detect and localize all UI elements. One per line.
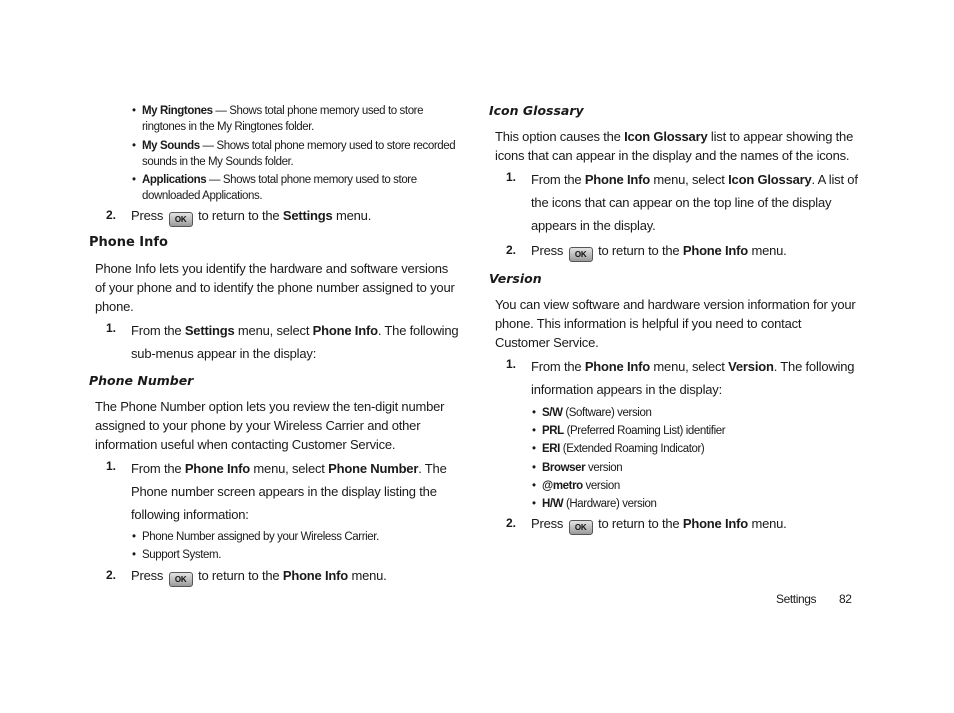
ok-key-icon: OK xyxy=(169,572,193,587)
subsection-heading-phone-number: Phone Number xyxy=(89,373,194,388)
step-text: Press OK to return to the Phone Info menu. xyxy=(131,566,387,587)
phone-number-step-1: From the Phone Info menu, select Phone Number. The Phone number screen appears in the display listing the following information: xyxy=(131,461,447,522)
page-number: 82 xyxy=(839,592,852,606)
icon-glossary-step-1: From the Phone Info menu, select Icon Glossary. A list of the icons that can appear on the top line of the display appears in the display. xyxy=(531,172,858,233)
phone-info-step-1: From the Settings menu, select Phone Info. The following sub-menus appear in the display: xyxy=(131,323,459,361)
version-paragraph: You can view software and hardware version information for your phone. This information is helpful if you need to contact Customer Service. xyxy=(495,297,856,350)
icon-glossary-paragraph: This option causes the Icon Glossary list to appear showing the icons that can appear in the display and the names of the icons. xyxy=(495,129,854,163)
step-text: Press OK to return to the Phone Info menu. xyxy=(531,241,787,262)
list-item: • H/W (Hardware) version xyxy=(542,496,657,512)
step-number: 1. xyxy=(106,321,117,335)
step-number: 1. xyxy=(506,170,517,184)
step-number: 1. xyxy=(106,459,117,473)
step-number: 1. xyxy=(506,357,517,371)
list-item: • @metro version xyxy=(542,478,620,494)
step-text: Press OK to return to the Phone Info menu. xyxy=(531,514,787,535)
step-number: 2. xyxy=(506,516,517,530)
bullet-applications: • Applications — Shows total phone memory used to store downloaded Applications. xyxy=(142,172,462,204)
version-step-1: From the Phone Info menu, select Version. The following information appears in the display: xyxy=(531,359,855,397)
step-number: 2. xyxy=(506,243,517,257)
list-item: • Support System. xyxy=(142,547,221,563)
ok-key-icon: OK xyxy=(569,247,593,262)
list-item: • Phone Number assigned by your Wireless Carrier. xyxy=(142,529,379,545)
ok-key-icon: OK xyxy=(169,212,193,227)
bullet-my-ringtones: • My Ringtones — Shows total phone memory used to store ringtones in the My Ringtones folder. xyxy=(142,103,462,135)
bullet-my-sounds: • My Sounds — Shows total phone memory used to store recorded sounds in the My Sounds folder. xyxy=(142,138,462,170)
list-item: • S/W (Software) version xyxy=(542,405,651,421)
phone-info-paragraph: Phone Info lets you identify the hardware and software versions of your phone and to identify the phone number assigned to your phone. xyxy=(95,261,455,314)
step-number: 2. xyxy=(106,208,117,222)
footer-section-name: Settings xyxy=(776,592,817,606)
step-number: 2. xyxy=(106,568,117,582)
list-item: • Browser version xyxy=(542,460,622,476)
section-heading-phone-info: Phone Info xyxy=(89,235,168,250)
list-item: • ERI (Extended Roaming Indicator) xyxy=(542,441,704,457)
subsection-heading-version: Version xyxy=(489,271,542,286)
subsection-heading-icon-glossary: Icon Glossary xyxy=(489,103,584,118)
phone-number-paragraph: The Phone Number option lets you review the ten-digit number assigned to your phone by your Wireless Carrier and other information useful when contacting Customer Service. xyxy=(95,399,445,452)
list-item: • PRL (Preferred Roaming List) identifier xyxy=(542,423,725,439)
step-text: Press OK to return to the Settings menu. xyxy=(131,206,371,227)
ok-key-icon: OK xyxy=(569,520,593,535)
